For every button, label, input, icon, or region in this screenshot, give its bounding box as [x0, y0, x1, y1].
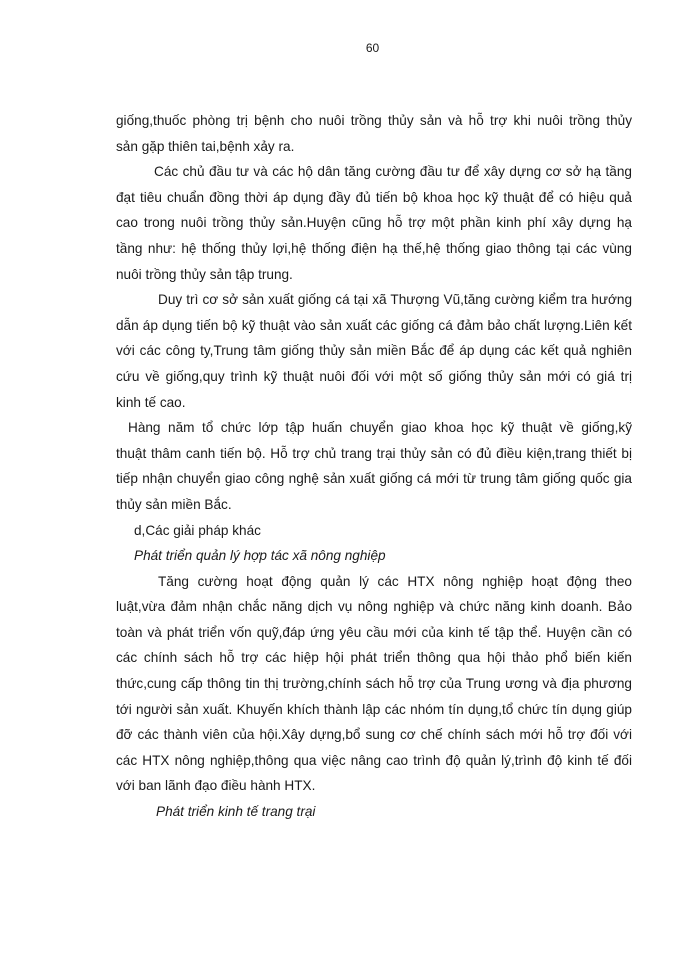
- text-line: cứu về giống,quy trình kỹ thuật nuôi đối với một số giống thủy sản mới có giá trị: [116, 368, 632, 384]
- section-heading: d,Các giải pháp khác: [134, 522, 261, 538]
- subsection-heading: Phát triển quản lý hợp tác xã nông nghiệp: [134, 548, 386, 564]
- text-line: đỡ các thành viên của hội.Xây dựng,bổ sung cơ chế chính sách mới hỗ trợ đối với: [116, 727, 632, 743]
- text-line: tầng như: hệ thống thủy lợi,hệ thống điện hạ thế,hệ thống giao thông tại các vùng: [116, 240, 632, 256]
- text-line: thuật thâm canh tiến bộ. Hỗ trợ chủ trang trại thủy sản có đủ điều kiện,trang thiết bị: [116, 445, 632, 461]
- text-line: với các công ty,Trung tâm giống thủy sản miền Bắc để áp dụng các kết quả nghiên: [116, 343, 632, 359]
- text-line: Tăng cường hoạt động quản lý các HTX nông nghiệp hoạt động theo: [158, 573, 632, 589]
- text-line: kinh tế cao.: [116, 394, 186, 410]
- text-line: thủy sản miền Bắc.: [116, 496, 232, 512]
- text-line: với ban lãnh đạo điều hành HTX.: [116, 778, 316, 794]
- text-line: sản gặp thiên tai,bệnh xảy ra.: [116, 138, 295, 154]
- page-number: 60: [365, 41, 380, 55]
- text-line: Hàng năm tổ chức lớp tập huấn chuyển giao khoa học kỹ thuật về giống,kỹ: [128, 420, 632, 436]
- text-line: các chính sách hỗ trợ các hiệp hội phát triển thông qua hội thảo phổ biến kiến: [116, 650, 632, 666]
- text-line: Các chủ đầu tư và các hộ dân tăng cường đầu tư để xây dựng cơ sở hạ tầng: [154, 164, 632, 180]
- text-line: Duy trì cơ sở sản xuất giống cá tại xã Thượng Vũ,tăng cường kiểm tra hướng: [158, 292, 632, 308]
- subsection-heading: Phát triển kinh tế trang trại: [156, 804, 316, 820]
- text-line: toàn và phát triển vốn quỹ,đáp ứng yêu cầu mới của kinh tế tập thể. Huyện cần có: [116, 624, 632, 640]
- text-line: các HTX nông nghiệp,thông qua việc nâng cao trình độ quản lý,trình độ kinh tế đối: [116, 752, 632, 768]
- text-line: thức,cung cấp thông tin thị trường,chính sách hỗ trợ của Trung ương và địa phương: [116, 676, 632, 692]
- text-line: luật,vừa đảm nhận chắc năng dịch vụ nông nghiệp và chức năng kinh doanh. Bảo: [116, 599, 632, 615]
- text-line: đạt tiêu chuẩn đồng thời áp dụng đầy đủ tiến bộ khoa học kỹ thuật để có hiệu quả: [116, 189, 632, 205]
- text-line: dẫn áp dụng tiến bộ kỹ thuật vào sản xuất các giống cá đảm bảo chất lượng.Liên kết: [116, 317, 632, 333]
- text-line: tiếp nhận chuyển giao công nghệ sản xuất giống cá mới từ trung tâm giống quốc gia: [116, 471, 632, 487]
- text-line: giống,thuốc phòng trị bệnh cho nuôi trồng thủy sản và hỗ trợ khi nuôi trồng thủy: [116, 113, 632, 128]
- text-line: nuôi trồng thủy sản tập trung.: [116, 266, 293, 282]
- text-line: cao trong nuôi trồng thủy sản.Huyện cũng hỗ trợ một phần kinh phí xây dựng hạ: [116, 215, 632, 231]
- text-line: tới người sản xuất. Khuyến khích thành lập các nhóm tín dụng,tổ chức tín dụng giúp: [116, 701, 632, 717]
- document-body: [116, 108, 632, 825]
